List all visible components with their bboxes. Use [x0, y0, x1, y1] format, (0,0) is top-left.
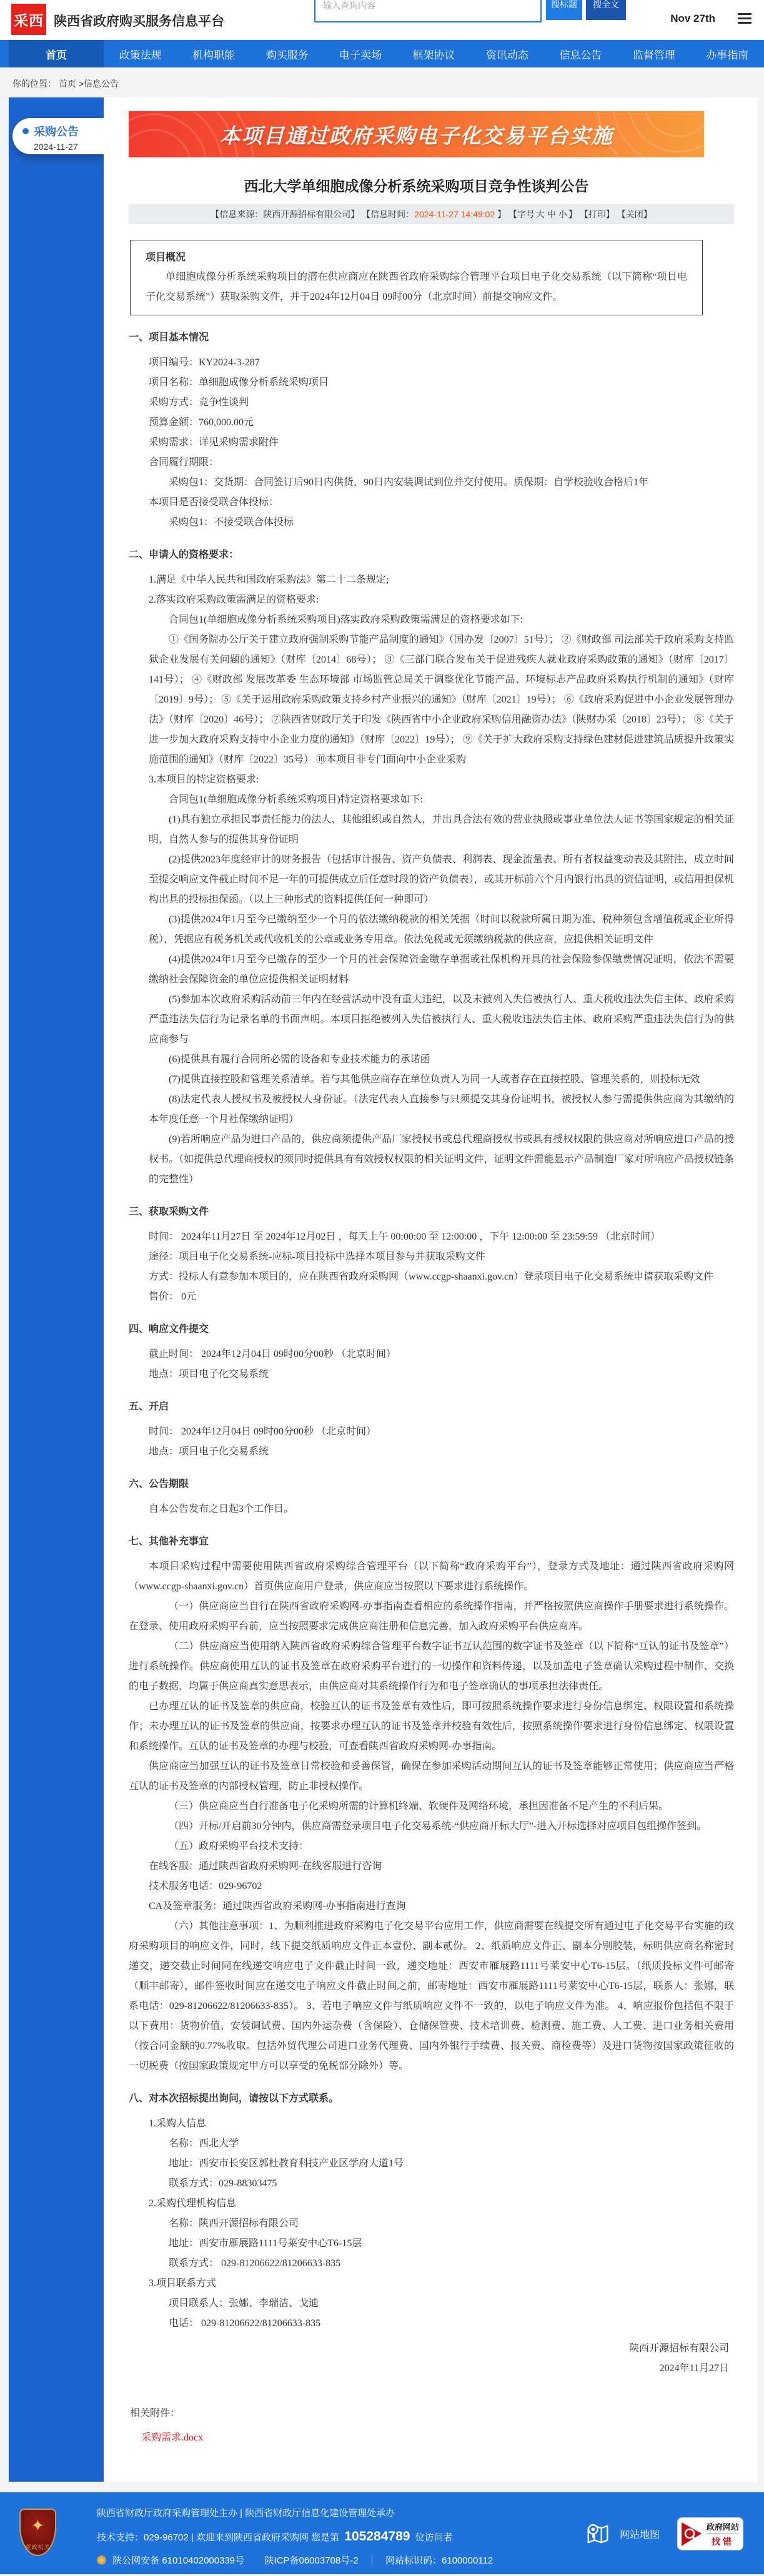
footer-right	[585, 2517, 743, 2550]
nav-item-8[interactable]: 信息公告	[559, 49, 602, 61]
doc-line: 3.项目联系方式	[149, 2278, 217, 2289]
print-button[interactable]: 【打印】	[579, 209, 615, 219]
doc-line: （六）其他注意事项：1、为顺利推进政府采购电子化交易平台应用工作，供应商需要在线提交所有通过电子化交易平台实施的政府采购项目的响应文件，同时，线下提交纸质响应文件正本壹份、副本贰份。 2、纸质响应文件正、副本分别胶装，标明供应商名称密封递交，递交截止时间同在线递交响应电子文件截止时间一致，递交地址：西安市雁展路1111号莱安中心T6-15层。（纸质投标文件可邮寄（顺丰邮寄），邮件签收时间应在递交电子响应文件截止时间之前，邮寄地址：西安市雁展路1111号莱安中心T6-15层，联系人：张娜，联系电话：029-81206622/81206633-835）。 3、若电子响应文件与纸质响应文件不一致的，以电子响应文件为准。 4、响应报价包括但不限于以下费用：货物价值、安装调试费、国内外运杂费（含保险）、仓储保管费、技术培训费、检测费、施工费、人工费、进口业务相关费用（按合同金额的0.77%收取。包括外贸代理公司进口业务代理费、国内外银行手续费、报关费、商检费等）及进口货物按国家政策征收的一切税费（按国家政策规定甲方可以享受的免税部分除外）等。	[129, 1921, 734, 2071]
doc-line: (4)提供2024年1月至今已缴存的至少一个月的社会保障资金缴存单据或社保机构开具的社会保险参保缴费情况证明，依法不需要缴纳社会保障资金的单位应提供相关证明材料	[149, 954, 734, 985]
footer-support-text: 技术支持：029-96702 | 欢迎来到陕西省政府采购网 您是第	[97, 2532, 340, 2543]
doc-line: (2)提供2023年度经审计的财务报告（包括审计报告、资产负债表、利润表、现金流量表、所有者权益变动表及其附注，成立时间至提交响应文件截止时间不足一年的可提供成立后任意时段的资产负债表），或其开标前六个月内银行出具的资信证明，或信用担保机构出具的投标担保函。（以上三种形式的资料提供任何一种即可）	[149, 854, 734, 905]
doc-line: 本项目采购过程中需要使用陕西省政府采购综合管理平台（以下简称“政府采购平台”），登录方式及地址：通过陕西省政府采购网（www.ccgp-shaanxi.gov.cn）首页供应商用户登录，供应商应当按照以下要求进行系统操作。	[129, 1561, 734, 1592]
doc-line: (1)具有独立承担民事责任能力的法人、其他组织或自然人，并出具合法有效的营业执照或事业单位法人证书等国家规定的相关证明，自然人参与的提供其身份证明	[149, 814, 734, 845]
nav-menu	[0, 40, 764, 67]
doc-line: 时间： 2024年12月04日 09时00分00秒 （北京时间）	[149, 1426, 377, 1437]
close-button[interactable]: 【关闭】	[617, 209, 652, 219]
nav-item-2[interactable]: 政策法规	[119, 49, 162, 61]
top-header	[0, 0, 764, 40]
page-title: 西北大学单细胞成像分析系统采购项目竞争性谈判公告	[244, 178, 589, 194]
section-heading: 七、其他补充事宜	[129, 1536, 209, 1547]
doc-section	[129, 1320, 734, 1384]
doc-line: 2.采购代理机构信息	[149, 2198, 237, 2209]
doc-line: （三）供应商应当自行准备电子化采购所需的计算机终端、软硬件及网络环境，承担因准备不足产生的不利后果。	[169, 1801, 669, 1812]
doc-line: 地址：西安市雁展路1111号莱安中心T6-15层	[169, 2238, 362, 2249]
section-heading: 八、对本次招标提出询问，请按以下方式联系。	[129, 2093, 339, 2104]
attachments-block	[130, 2404, 734, 2447]
footer	[0, 2492, 764, 2574]
doc-line: (3)提供2024年1月至今已缴纳至少一个月的依法缴纳税款的相关凭据（时间以税款所属日期为准、税种须包含增值税或企业所得税），凭据应有税务机关或代收机关的公章或业务专用章。依法免税或无须缴纳税款的供应商，应提供相关证明文件	[149, 914, 734, 945]
main-area	[0, 97, 764, 2482]
doc-line: ①《国务院办公厅关于建立政府强制采购节能产品制度的通知》（国办发〔2007〕51号）； ②《财政部 司法部关于政府采购支持监狱企业发展有关问题的通知》（财库〔2014〕68号）； ③《三部门联合发布关于促进残疾人就业政府采购政策的通知》（财库〔2017〕141号）； ④《财政部 发展改革委 生态环境部 市场监管总局关于调整优化节能产品、环境标志产品政府采购执行机制的通知》（财库〔2019〕9号）； ⑤《关于运用政府采购政策支持乡村产业振兴的通知》（财库〔2021〕19号）； ⑥《政府采购促进中小企业发展管理办法》（财库〔2020〕46号）； ⑦陕西省财政厅关于印发《陕西省中小企业政府采购信用融资办法》（陕财办采〔2018〕23号）； ⑧《关于进一步加大政府采购支持中小企业力度的通知》（财库〔2022〕19号）； ⑨《关于扩大政府采购支持绿色建材促进建筑品质提升政策实施范围的通知》（财库〔2022〕35号） ⑩本项目非专门面向中小企业采购	[149, 634, 734, 765]
nav-item-3[interactable]: 机构职能	[192, 49, 236, 61]
gov-site-error-report-badge[interactable]	[677, 2517, 743, 2550]
doc-line: 3.本项目的特定资格要求:	[149, 774, 259, 785]
doc-line: 采购包1：交货期：合同签订后90日内供货，90日内安装调试到位并交付使用。质保期：自学校验收合格后1年	[169, 477, 649, 488]
doc-line: 项目联系人：张娜、李瑞洁、戈迪	[169, 2298, 319, 2309]
section-heading: 五、开启	[129, 1401, 169, 1412]
doc-line: 地址：西安市长安区郭杜教育科技产业区学府大道1号	[169, 2158, 404, 2169]
doc-line: （一）供应商应当自行在陕西省政府采购网-办事指南查看相应的系统操作指南，并严格按照供应商操作手册要求进行系统操作。在登录、使用政府采购平台前，应当按照要求完成供应商注册和信息完善，加入政府采购平台供应商库。	[129, 1601, 734, 1632]
section-heading: 四、响应文件提交	[129, 1324, 209, 1335]
doc-line: 采购需求：详见采购需求附件	[149, 437, 279, 448]
footer-organizer-line: 陕西省财政厅政府采购管理处主办 | 陕西省财政厅信息化建设管理处承办	[97, 2508, 395, 2519]
project-overview-box	[130, 240, 703, 315]
error-report-flag-icon	[680, 2521, 704, 2547]
footer-registration-line	[97, 2553, 493, 2569]
doc-line: 自本公告发布之日起3个工作日。	[149, 1504, 294, 1514]
doc-line: （四）开标/开启前30分钟内，供应商需登录项目电子化交易系统-“供应商开标大厅”-进入开标选择对应项目包组操作签到。	[169, 1821, 707, 1832]
doc-line: 截止时间： 2024年12月04日 09时00分00秒 （北京时间）	[149, 1349, 397, 1360]
doc-line: 地点：项目电子化交易系统	[149, 1446, 269, 1457]
font-size-option[interactable]: 大	[535, 209, 545, 219]
doc-line: （五）政府采购平台技术支持：	[169, 1841, 309, 1852]
doc-section	[129, 1532, 734, 2076]
nav-item-4[interactable]: 购买服务	[265, 49, 309, 61]
attachment-link[interactable]: 采购需求.docx	[141, 2432, 204, 2443]
search-input[interactable]	[314, 0, 542, 22]
sitemap-icon	[585, 2521, 611, 2547]
banner-text: 本项目通过政府采购电子化交易平台实施	[219, 124, 613, 147]
doc-line: 合同包1(单细胞成像分析系统采购项目)特定资格要求如下:	[169, 794, 424, 805]
doc-line: 已办理互认的证书及签章的供应商，校验互认的证书及签章有效性后，即可按照系统操作要求进行身份信息绑定、权限设置和系统操作；未办理互认的证书及签章的供应商，按要求办理互认的证书及签章并校验有效性后，按照系统操作要求进行身份信息绑定、权限设置和系统操作。互认的证书及签章的办理与校验，可查看陕西省政府采购网-办事指南。	[129, 1701, 734, 1752]
site-title: 陕西省政府购买服务信息平台	[54, 14, 224, 29]
sidebar-item-procurement-announcement[interactable]	[12, 118, 104, 154]
error-badge-action: 找错	[712, 2536, 734, 2547]
doc-line: 合同包1(单细胞成像分析系统采购项目)落实政府采购政策需满足的资格要求如下:	[169, 614, 523, 625]
doc-line: 电话： 029-81206622/81206633-835	[169, 2318, 321, 2329]
doc-line: 1.满足《中华人民共和国政府采购法》第二十二条规定;	[149, 575, 389, 585]
nav-item-6[interactable]: 框架协议	[412, 49, 455, 61]
doc-line: (6)提供具有履行合同所必需的设备和专业技术能力的承诺函	[169, 1054, 430, 1065]
doc-line: 采购包1：不接受联合体投标	[169, 517, 294, 528]
doc-line: 在线客服：通过陕西省政府采购网-在线客服进行咨询	[149, 1861, 382, 1872]
meta-time-suffix: 】	[495, 209, 507, 219]
nav-item-7[interactable]: 资讯动态	[485, 49, 528, 61]
site-logo[interactable]: 采西	[11, 4, 46, 35]
signature-date: 2024年11月27日	[659, 2363, 729, 2374]
doc-line: 方式：投标人有意参加本项目的，应在陕西省政府采购网（www.ccgp-shaanxi.gov.cn）登录项目电子化交易系统申请获取采购文件	[149, 1271, 714, 1282]
doc-line: 联系方式：029-88303475	[169, 2178, 277, 2189]
government-emblem-icon	[19, 2509, 56, 2556]
doc-line: 供应商应当加强互认的证书及签章日常校验和妥善保管，确保在参加采购活动期间互认的证书及签章能够正常使用；供应商应当严格互认的证书及签章的内部授权管理，防止非授权操作。	[129, 1761, 734, 1792]
section-heading: 三、获取采购文件	[129, 1207, 209, 1217]
meta-time: 2024-11-27 14:49:02	[414, 209, 495, 219]
font-size-option[interactable]: 中	[547, 209, 556, 219]
font-size-option[interactable]: 小	[558, 209, 567, 219]
doc-line: (8)法定代表人授权书及被授权人身份证。（法定代表人直接参与只须提交其身份证明书，被授权人参与需提供供应商为其缴纳的本年度任意一个月社保缴纳证明）	[149, 1094, 734, 1125]
doc-line: 名称：西北大学	[169, 2138, 239, 2149]
visitor-count: 105284789	[344, 2529, 410, 2544]
doc-line: 途径：项目电子化交易系统-应标-项目投标中选择本项目参与并获取采购文件	[149, 1251, 485, 1262]
footer-info	[97, 2505, 493, 2576]
section-heading: 六、公告期限	[129, 1479, 189, 1489]
section-heading: 二、申请人的资格要求：	[129, 550, 239, 560]
sitemap-link[interactable]: 网站地图	[619, 2530, 660, 2540]
article-meta-bar	[129, 204, 734, 224]
doc-line: (5)参加本次政府采购活动前三年内在经营活动中没有重大违纪，以及未被列入失信被执行人、重大税收违法失信主体、政府采购严重违法失信行为记录名单的书面声明。本项目拒绝被列入失信被执行人、重大税收违法失信主体、政府采购严重违法失信行为的供应商参与	[149, 994, 734, 1045]
breadcrumb	[0, 67, 764, 97]
doc-line: 合同履行期限：	[149, 457, 219, 468]
doc-line: 1.采购人信息	[149, 2118, 207, 2129]
sidebar-category-label: 采购公告	[34, 126, 79, 138]
font-size-options	[535, 209, 568, 219]
meta-time-prefix: 【信息时间：	[362, 209, 415, 219]
nav-item-9[interactable]: 监督管理	[632, 49, 675, 61]
doc-line: 采购方式：竞争性谈判	[149, 397, 249, 408]
doc-line: 预算金额：760,000.00元	[149, 417, 254, 428]
signature-block	[129, 2339, 734, 2379]
bullet-dot-icon	[22, 128, 29, 134]
platform-banner	[129, 111, 704, 157]
doc-line: 2.落实政府采购政策需满足的资格要求:	[149, 595, 319, 605]
header-date: Nov 27th	[670, 12, 715, 24]
doc-line: 本项目是否接受联合体投标：	[149, 497, 279, 508]
doc-line: (7)提供直接控股和管理关系清单。若与其他供应商存在单位负责人为同一人或者存在直接控股、管理关系的，则投标无效	[169, 1074, 700, 1085]
beian-link[interactable]: 陕公网安备 61010402000339号	[112, 2555, 245, 2566]
public-security-badge-icon	[97, 2555, 106, 2565]
attachments-label: 相关附件：	[130, 2408, 181, 2419]
signature-company: 陕西开源招标有限公司	[628, 2343, 729, 2354]
nav-item-10[interactable]: 办事指南	[706, 49, 749, 61]
site-code: 网站标识码：6100000112	[385, 2555, 494, 2566]
nav-item-1[interactable]: 首页	[9, 40, 104, 67]
overview-heading: 项目概况	[146, 252, 186, 263]
breadcrumb-home-link[interactable]: 首页	[58, 79, 76, 89]
error-badge-title: 政府网站	[707, 2520, 739, 2534]
sidebar	[9, 97, 104, 2482]
emblem-label: 党政机关	[25, 2544, 51, 2550]
doc-line: 项目名称：单细胞成像分析系统采购项目	[149, 377, 329, 388]
footer-visitor-suffix: 位访问者	[415, 2532, 453, 2543]
doc-line: 项目编号：KY2024-3-287	[149, 357, 260, 368]
icp-link[interactable]: 陕ICP备06003708号-2	[264, 2555, 359, 2566]
content-panel	[104, 97, 758, 2482]
doc-line: 售价： 0元	[149, 1291, 197, 1302]
doc-line: 名称：陕西开源招标有限公司	[169, 2218, 299, 2229]
doc-section	[129, 328, 734, 533]
breadcrumb-label: 你的位置：	[12, 79, 56, 89]
doc-line: (9)若所响应产品为进口产品的，供应商须提供产品厂家授权书或总代理商授权书或具有授权权限的供应商对所响应进口产品的授权书。（如提供总代理商授权的须同时提供具有有效授权权限的相关证明文件，证明文件需能显示产品制造厂家对所响应产品授权链条的完整性）	[149, 1134, 734, 1185]
doc-line: CA及签章服务：通过陕西省政府采购网-办事指南进行查询	[149, 1901, 406, 1912]
footer-separator: ｜	[367, 2555, 377, 2566]
meta-font-prefix: 【字号	[508, 209, 535, 219]
doc-section	[129, 1397, 734, 1462]
emblem-star-icon: ✦	[31, 2516, 45, 2535]
document-body	[129, 328, 734, 2334]
search-title-button[interactable]: 搜标题	[546, 0, 582, 20]
doc-line: 时间： 2024年11月27日 至 2024年12月02日 ，每天上午 00:00:00 至 12:00:00 ，下午 12:00:00 至 23:59:59 （北京时间）	[149, 1231, 660, 1242]
meta-font-suffix: 】	[568, 209, 577, 219]
menu-icon[interactable]	[738, 13, 752, 26]
doc-section	[129, 2089, 734, 2334]
breadcrumb-current[interactable]: 信息公告	[83, 79, 119, 89]
meta-source: 【信息来源：陕西开源招标有限公司】	[211, 209, 360, 219]
doc-line: （二）供应商应当使用纳入陕西省政府采购综合管理平台数字证书互认范围的数字证书及签章（以下简称“互认的证书及签章”）进行系统操作。供应商使用互认的证书及签章在政府采购平台进行的一切操作和资料传递，以及加盖电子签章确认采购过程中制作、交换的电子数据，均属于供应商真实意思表示，由供应商对其系统操作行为和电子签章确认的事项承担法律责任。	[129, 1641, 734, 1692]
nav-item-5[interactable]: 电子卖场	[339, 49, 382, 61]
doc-line: 联系方式： 029-81206622/81206633-835	[169, 2258, 341, 2269]
doc-section	[129, 545, 734, 1190]
doc-line: 技术服务电话：029-96702	[149, 1881, 262, 1892]
overview-text: 单细胞成像分析系统采购项目的潜在供应商应在陕西省政府采购综合管理平台项目电子化交易系统（以下简称“项目电子化交易系统”）获取采购文件，并于2024年12月04日 09时00分（北京时间）前提交响应文件。	[146, 272, 687, 302]
doc-section	[129, 1202, 734, 1307]
footer-support-line	[97, 2529, 493, 2545]
doc-section	[129, 1474, 734, 1519]
breadcrumb-separator: >	[76, 79, 84, 89]
search-fulltext-button[interactable]: 搜全文	[586, 0, 626, 20]
sidebar-date: 2024-11-27	[34, 142, 78, 152]
doc-line: 地点：项目电子化交易系统	[149, 1369, 269, 1379]
section-heading: 一、项目基本情况	[129, 332, 209, 343]
attachments-list	[130, 2424, 734, 2447]
